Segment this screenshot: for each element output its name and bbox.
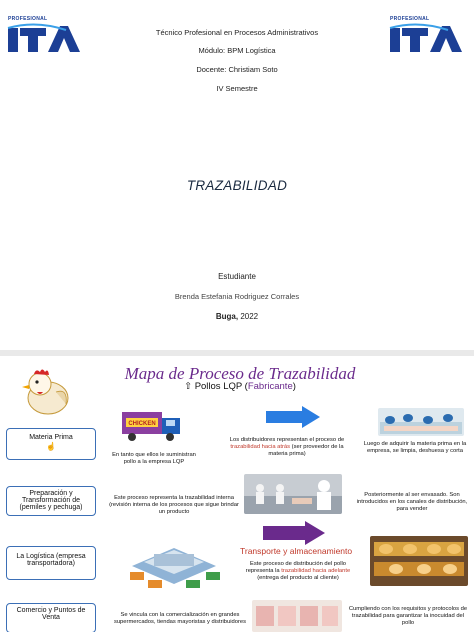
arrow-up-icon: ⇧ bbox=[184, 381, 193, 392]
stage-materia-prima bbox=[6, 428, 96, 460]
meat-products-image bbox=[252, 600, 342, 632]
slide-title: Mapa de Proceso de Trazabilidad bbox=[124, 364, 356, 383]
student-name: Brenda Estefania Rodriguez Corrales bbox=[174, 292, 300, 301]
stage-label: La Logística (empresa transportadora) bbox=[16, 553, 86, 567]
stage-preparacion bbox=[6, 486, 96, 516]
truck-sign: CHICKEN bbox=[128, 421, 156, 427]
arrow-right-blue bbox=[266, 406, 320, 428]
teacher-name: Docente: Christiam Soto bbox=[196, 65, 278, 74]
transport-label: Transporte y almacenamiento bbox=[240, 546, 353, 556]
desc-text: (ser proveedor de la materia prima) bbox=[268, 444, 344, 457]
desc-suppliers: En tanto que ellos le suministran pollo a la empresa LQP bbox=[112, 452, 196, 465]
desc-text: Este proceso de distribución del pollo representa la bbox=[245, 561, 347, 574]
store-shelf-image bbox=[370, 536, 468, 586]
chicken-truck-image bbox=[118, 406, 184, 446]
desc-compliance: Cumpliendo con los requisitos y protocolos de trazabilidad para garantizar la inocuidad del pollo bbox=[348, 606, 468, 626]
desc-text: (entrega del producto al cliente) bbox=[257, 575, 339, 581]
year: 2022 bbox=[240, 312, 259, 321]
desc-packaging: Posteriormente al ser envasado. Son introducidos en los canales de distribución, para vender bbox=[356, 492, 468, 512]
highlight-forward: trazabilidad hacia adelante bbox=[281, 568, 351, 574]
stage-label: Comercio y Puntos de Venta bbox=[16, 607, 86, 621]
stage-label: Materia Prima bbox=[29, 434, 73, 441]
place-date bbox=[0, 312, 474, 321]
desc-backward-traceability bbox=[222, 437, 352, 458]
desc-text: Los distribuidores representan el proceso de bbox=[229, 437, 345, 443]
module-name: Módulo: BPM Logística bbox=[198, 46, 276, 55]
chicken-mascot-icon bbox=[18, 366, 74, 418]
semester: IV Semestre bbox=[216, 84, 258, 93]
desc-raw-processing: Luego de adquirir la materia prima en la empresa, se limpia, deshuesa y corta bbox=[363, 441, 467, 454]
document-title: TRAZABILIDAD bbox=[186, 178, 288, 193]
logistics-warehouse-image bbox=[124, 536, 230, 594]
stage-comercio bbox=[6, 603, 96, 632]
subtitle-highlight: Fabricante bbox=[247, 381, 293, 392]
production-line-image bbox=[244, 474, 342, 514]
logo-small-text: PROFESIONAL bbox=[8, 16, 48, 22]
arrow-right-purple bbox=[263, 521, 325, 545]
desc-internal-traceability: Este proceso representa la trazabilidad interna (revisión interna de los procesos que sigue brindar un producto bbox=[109, 495, 239, 515]
stage-label: Preparación y Transformación de (pemiles y pechuga) bbox=[19, 490, 83, 511]
subtitle-prefix: Pollos LQP ( bbox=[194, 381, 248, 392]
logo-small-text: PROFESIONAL bbox=[390, 16, 430, 22]
process-map-slide bbox=[0, 356, 474, 632]
slide-subtitle bbox=[150, 381, 330, 392]
stage-logistica bbox=[6, 546, 96, 580]
hand-icon: ☝ bbox=[46, 442, 56, 451]
student-label: Estudiante bbox=[218, 272, 256, 281]
processing-plant-image bbox=[378, 408, 464, 436]
desc-commerce: Se vincula con la comercialización en grandes supermercados, tiendas mayoristas y distribuidores bbox=[113, 612, 247, 625]
highlight-backward: trazabilidad hacia atrás bbox=[230, 444, 291, 450]
program-name: Técnico Profesional en Procesos Administrativos bbox=[155, 28, 319, 37]
subtitle-suffix: ) bbox=[292, 381, 296, 392]
city: Buga, bbox=[215, 312, 239, 321]
desc-forward-traceability bbox=[236, 561, 360, 582]
